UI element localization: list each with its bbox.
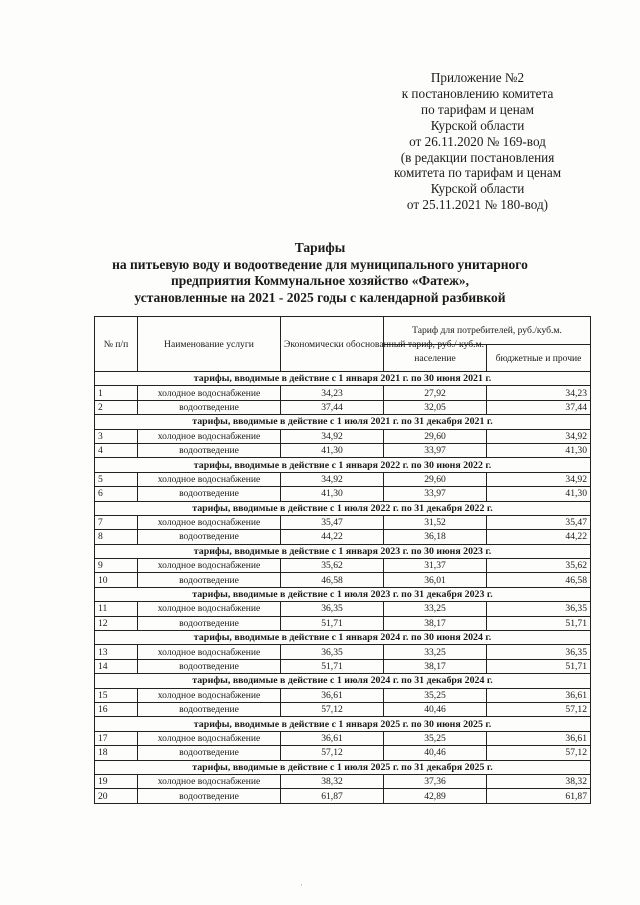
period-row [95,415,591,429]
table-row [95,487,591,501]
service-name: холодное водоснабжение [138,386,281,400]
population-tariff-value: 33,25 [384,602,487,616]
budget-tariff-value: 36,61 [487,688,591,702]
header-economic-tariff: Экономически обоснованный тариф, руб./ куб.м. [281,317,384,372]
scan-artifact: · [300,880,303,890]
budget-tariff-value: 36,35 [487,602,591,616]
table-row [95,400,591,414]
service-name: холодное водоснабжение [138,731,281,745]
economic-tariff-value: 37,44 [281,400,384,414]
budget-tariff-value: 36,61 [487,731,591,745]
economic-tariff-value: 34,23 [281,386,384,400]
header-service-name: Наименование услуги [138,317,281,372]
row-number: 14 [95,659,138,673]
budget-tariff-value: 46,58 [487,573,591,587]
budget-tariff-value: 35,62 [487,559,591,573]
row-number: 2 [95,400,138,414]
budget-tariff-value: 36,35 [487,645,591,659]
service-name: холодное водоснабжение [138,472,281,486]
row-number: 16 [95,702,138,716]
period-row [95,674,591,688]
row-number: 7 [95,515,138,529]
period-label: тарифы, вводимые в действие с 1 июля 2025 г. по 31 декабря 2025 г. [95,760,591,774]
table-row [95,530,591,544]
service-name: водоотведение [138,702,281,716]
row-number: 11 [95,602,138,616]
row-number: 20 [95,789,138,803]
table-row [95,602,591,616]
table-row [95,515,591,529]
budget-tariff-value: 51,71 [487,659,591,673]
period-label: тарифы, вводимые в действие с 1 июля 2021 г. по 31 декабря 2021 г. [95,415,591,429]
service-name: холодное водоснабжение [138,429,281,443]
economic-tariff-value: 51,71 [281,659,384,673]
economic-tariff-value: 41,30 [281,487,384,501]
period-row [95,544,591,558]
budget-tariff-value: 34,92 [487,472,591,486]
row-number: 8 [95,530,138,544]
population-tariff-value: 33,97 [384,443,487,457]
budget-tariff-value: 57,12 [487,702,591,716]
table-row [95,443,591,457]
budget-tariff-value: 61,87 [487,789,591,803]
service-name: водоотведение [138,530,281,544]
population-tariff-value: 29,60 [384,472,487,486]
row-number: 1 [95,386,138,400]
period-row [95,501,591,515]
tariff-table-body [95,372,591,804]
period-label: тарифы, вводимые в действие с 1 января 2024 г. по 30 июня 2024 г. [95,631,591,645]
budget-tariff-value: 34,92 [487,429,591,443]
population-tariff-value: 27,92 [384,386,487,400]
service-name: водоотведение [138,659,281,673]
period-row [95,372,591,386]
row-number: 9 [95,559,138,573]
budget-tariff-value: 44,22 [487,530,591,544]
table-row [95,659,591,673]
table-row [95,645,591,659]
period-label: тарифы, вводимые в действие с 1 января 2022 г. по 30 июня 2022 г. [95,458,591,472]
service-name: холодное водоснабжение [138,645,281,659]
budget-tariff-value: 51,71 [487,616,591,630]
economic-tariff-value: 46,58 [281,573,384,587]
table-row [95,688,591,702]
economic-tariff-value: 51,71 [281,616,384,630]
economic-tariff-value: 38,32 [281,774,384,788]
row-number: 3 [95,429,138,443]
budget-tariff-value: 57,12 [487,746,591,760]
row-number: 5 [95,472,138,486]
period-row [95,717,591,731]
row-number: 19 [95,774,138,788]
title-line-2: на питьевую воду и водоотведение для муниципального унитарного [112,256,528,272]
service-name: водоотведение [138,616,281,630]
appendix-line: от 25.11.2021 № 180-вод) [406,197,549,213]
tariff-table [94,316,591,804]
table-row [95,559,591,573]
economic-tariff-value: 35,62 [281,559,384,573]
budget-tariff-value: 34,23 [487,386,591,400]
table-row [95,573,591,587]
row-number: 4 [95,443,138,457]
appendix-line: по тарифам и ценам [421,101,534,117]
population-tariff-value: 31,37 [384,559,487,573]
population-tariff-value: 33,97 [384,487,487,501]
period-label: тарифы, вводимые в действие с 1 июля 2023 г. по 31 декабря 2023 г. [95,587,591,601]
appendix-line: Приложение №2 [430,70,525,85]
economic-tariff-value: 36,35 [281,645,384,659]
economic-tariff-value: 36,35 [281,602,384,616]
row-number: 13 [95,645,138,659]
budget-tariff-value: 37,44 [487,400,591,414]
row-number: 17 [95,731,138,745]
title-line-1: Тарифы [294,240,346,255]
economic-tariff-value: 34,92 [281,429,384,443]
period-row [95,631,591,645]
population-tariff-value: 35,25 [384,688,487,702]
row-number: 15 [95,688,138,702]
table-row [95,429,591,443]
service-name: водоотведение [138,487,281,501]
period-row [95,458,591,472]
population-tariff-value: 38,17 [384,616,487,630]
period-row [95,587,591,601]
economic-tariff-value: 57,12 [281,746,384,760]
table-row [95,789,591,803]
table-row [95,616,591,630]
row-number: 10 [95,573,138,587]
population-tariff-value: 40,46 [384,702,487,716]
appendix-line: Курской области [430,117,525,133]
period-row [95,760,591,774]
appendix-line: от 26.11.2020 № 169-вод [409,133,546,149]
economic-tariff-value: 34,92 [281,472,384,486]
economic-tariff-value: 41,30 [281,443,384,457]
appendix-line: комитета по тарифам и ценам [393,165,562,181]
header-consumer-tariff: Тариф для потребителей, руб./куб.м. [384,317,591,345]
population-tariff-value: 33,25 [384,645,487,659]
appendix-line: (в редакции постановления [400,149,555,165]
document-title [0,240,640,306]
appendix-reference [370,70,585,213]
economic-tariff-value: 44,22 [281,530,384,544]
service-name: холодное водоснабжение [138,515,281,529]
table-row [95,746,591,760]
population-tariff-value: 36,01 [384,573,487,587]
service-name: холодное водоснабжение [138,559,281,573]
period-label: тарифы, вводимые в действие с 1 января 2025 г. по 30 июня 2025 г. [95,717,591,731]
budget-tariff-value: 35,47 [487,515,591,529]
header-budget: бюджетные и прочие [487,345,591,372]
table-row [95,731,591,745]
budget-tariff-value: 41,30 [487,443,591,457]
economic-tariff-value: 57,12 [281,702,384,716]
title-line-4: установленные на 2021 - 2025 годы с календарной разбивкой [134,289,506,305]
service-name: холодное водоснабжение [138,602,281,616]
population-tariff-value: 42,89 [384,789,487,803]
population-tariff-value: 40,46 [384,746,487,760]
budget-tariff-value: 38,32 [487,774,591,788]
service-name: водоотведение [138,746,281,760]
period-label: тарифы, вводимые в действие с 1 июля 2024 г. по 31 декабря 2024 г. [95,674,591,688]
service-name: холодное водоснабжение [138,774,281,788]
population-tariff-value: 35,25 [384,731,487,745]
period-label: тарифы, вводимые в действие с 1 января 2021 г. по 30 июня 2021 г. [95,372,591,386]
table-row [95,386,591,400]
appendix-line: Курской области [430,181,525,197]
population-tariff-value: 29,60 [384,429,487,443]
appendix-line: к постановлению комитета [401,85,554,101]
period-label: тарифы, вводимые в действие с 1 июля 2022 г. по 31 декабря 2022 г. [95,501,591,515]
budget-tariff-value: 41,30 [487,487,591,501]
table-row [95,702,591,716]
population-tariff-value: 32,05 [384,400,487,414]
population-tariff-value: 31,52 [384,515,487,529]
table-row [95,774,591,788]
service-name: холодное водоснабжение [138,688,281,702]
row-number: 6 [95,487,138,501]
economic-tariff-value: 61,87 [281,789,384,803]
header-population: население [384,345,487,372]
economic-tariff-value: 36,61 [281,688,384,702]
row-number: 12 [95,616,138,630]
population-tariff-value: 38,17 [384,659,487,673]
population-tariff-value: 36,18 [384,530,487,544]
service-name: водоотведение [138,443,281,457]
economic-tariff-value: 36,61 [281,731,384,745]
service-name: водоотведение [138,400,281,414]
table-row [95,472,591,486]
service-name: водоотведение [138,573,281,587]
period-label: тарифы, вводимые в действие с 1 января 2023 г. по 30 июня 2023 г. [95,544,591,558]
population-tariff-value: 37,36 [384,774,487,788]
economic-tariff-value: 35,47 [281,515,384,529]
header-number: № п/п [95,317,138,372]
title-line-3: предприятия Коммунальное хозяйство «Фатеж», [170,273,470,289]
row-number: 18 [95,746,138,760]
service-name: водоотведение [138,789,281,803]
